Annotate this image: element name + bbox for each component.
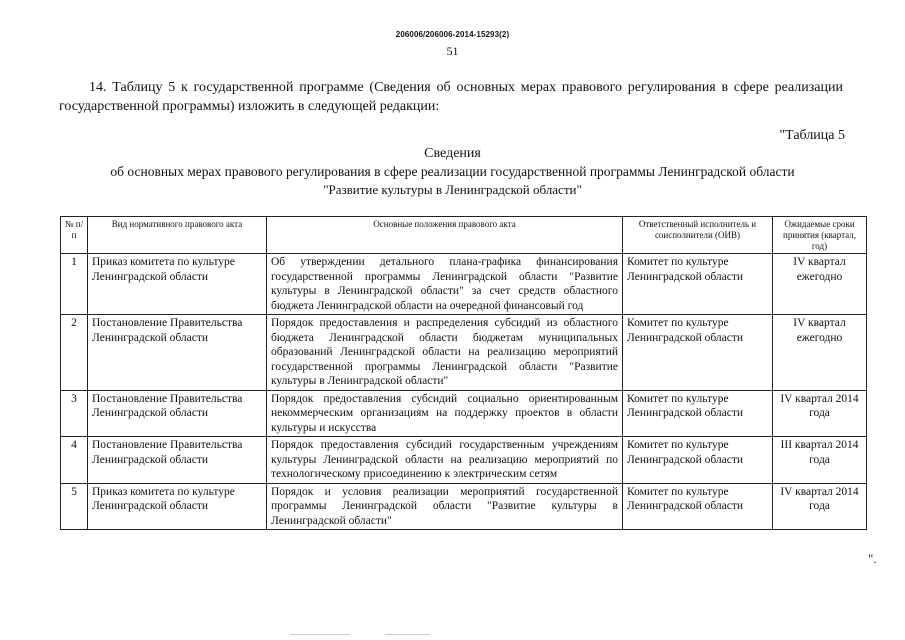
term-cell: IV квартал ежегодно — [773, 315, 867, 391]
page-number: 51 — [446, 44, 459, 58]
provisions-cell: Об утверждении детального плана-графика финансирования государственной программы Ленинградской области "Развитие культуры в Ленинградской области" за счет средств областного бюджета Ленинградской области на очередной финансовый год — [267, 254, 623, 315]
row-number: 2 — [61, 315, 88, 391]
header-term: Ожидаемые сроки принятия (квартал, год) — [773, 217, 867, 254]
scan-artifact-line — [385, 634, 430, 635]
term-cell: IV квартал 2014 года — [773, 390, 867, 437]
provisions-cell: Порядок и условия реализации мероприятий государственной программы Ленинградской области "Развитие культуры в Ленинградской области" — [267, 483, 623, 530]
row-number: 4 — [61, 437, 88, 484]
header-provisions: Основные положения правового акта — [267, 217, 623, 254]
provisions-cell: Порядок предоставления субсидий государственным учреждениям культуры Ленинградской области на реализацию мероприятий по технологическому присоединению к электрическим сетям — [267, 437, 623, 484]
table-label: "Таблица 5 — [779, 128, 845, 143]
act-type-cell: Приказ комитета по культуре Ленинградской области — [88, 254, 267, 315]
table-header-row — [61, 217, 867, 254]
table-row — [61, 254, 867, 315]
title-line-2: об основных мерах правового регулирования в сфере реализации государственной программы Ленинградской области — [110, 164, 795, 179]
executor-cell: Комитет по культуре Ленинградской области — [623, 483, 773, 530]
table-row — [61, 483, 867, 530]
table-row — [61, 437, 867, 484]
provisions-cell: Порядок предоставления и распределения субсидий из областного бюджета Ленинградской области бюджетам муниципальных образований Ленинградской области на реализацию мероприятий государственной программы Ленинградской области "Развитие культуры в Ленинградской области" — [267, 315, 623, 391]
header-act-type: Вид нормативного правового акта — [88, 217, 267, 254]
row-number: 3 — [61, 390, 88, 437]
act-type-cell: Постановление Правительства Ленинградской области — [88, 315, 267, 391]
row-number: 1 — [61, 254, 88, 315]
document-code: 206006/206006-2014-15293(2) — [395, 30, 510, 39]
header-num: № п/п — [61, 217, 88, 254]
term-cell: IV квартал ежегодно — [773, 254, 867, 315]
act-type-cell: Приказ комитета по культуре Ленинградской области — [88, 483, 267, 530]
executor-cell: Комитет по культуре Ленинградской области — [623, 437, 773, 484]
table-row — [61, 315, 867, 391]
term-cell: IV квартал 2014 года — [773, 483, 867, 530]
act-type-cell: Постановление Правительства Ленинградской области — [88, 437, 267, 484]
header-executor: Ответственный исполнитель и соисполнители (ОИВ) — [623, 217, 773, 254]
row-number: 5 — [61, 483, 88, 530]
closing-quote: ". — [868, 551, 877, 566]
table-row — [61, 390, 867, 437]
act-type-cell: Постановление Правительства Ленинградской области — [88, 390, 267, 437]
title-line-3: "Развитие культуры в Ленинградской области" — [323, 182, 582, 197]
legal-measures-table — [60, 216, 867, 530]
executor-cell: Комитет по культуре Ленинградской области — [623, 315, 773, 391]
intro-paragraph: 14. Таблицу 5 к государственной программе (Сведения об основных мерах правового регулирования в сфере реализации государственной программы) изложить в следующей редакции: — [59, 80, 843, 114]
executor-cell: Комитет по культуре Ленинградской области — [623, 390, 773, 437]
term-cell: III квартал 2014 года — [773, 437, 867, 484]
executor-cell: Комитет по культуре Ленинградской области — [623, 254, 773, 315]
provisions-cell: Порядок предоставления субсидий социально ориентированным некоммерческим организациям на поддержку проектов в области культуры и искусства — [267, 390, 623, 437]
title-line-1: Сведения — [424, 146, 481, 161]
scan-artifact-line — [290, 634, 350, 635]
